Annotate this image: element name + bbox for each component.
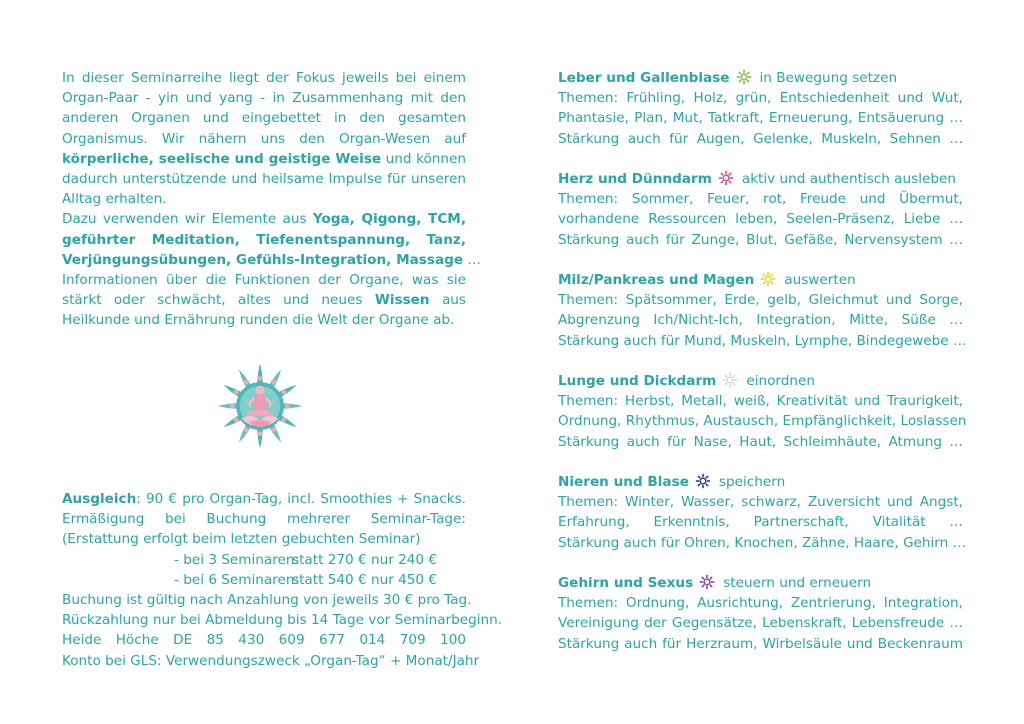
sun-icon (722, 372, 738, 388)
organ-name: Herz und Dünndarm (558, 171, 712, 187)
organ-detail-line: Themen: Frühling, Holz, grün, Entschiedenheit und Wut, (558, 90, 963, 107)
organ-name: Lunge und Dickdarm (558, 373, 717, 389)
intro-text (62, 68, 482, 331)
organ-list (558, 68, 967, 674)
lotus-meditation-icon (214, 360, 306, 452)
organ-section (558, 169, 963, 250)
organ-title (558, 573, 963, 593)
intro-line: Organismus. Wir nähern uns den Organ-Wesen auf (62, 130, 466, 147)
intro-line: Organ-Paar - yin und yang - in Zusammenhang mit den (62, 90, 466, 107)
organ-title (558, 270, 963, 290)
refund-line: (Erstattung erfolgt beim letzten gebuchten Seminar) (62, 531, 421, 548)
organ-detail-line: Themen: Spätsommer, Erde, gelb, Gleichmut und Sorge, (558, 292, 963, 309)
organ-section (558, 573, 963, 654)
organ-detail-line: Themen: Ordnung, Ausrichtung, Zentrierung, Integration, (558, 595, 963, 612)
organ-action: steuern und erneuern (723, 575, 872, 591)
account-line: Heide Höche DE 85 430 609 677 014 709 100 (62, 632, 466, 649)
organ-action: auswerten (784, 272, 856, 288)
intro-line: Alltag erhalten. (62, 191, 167, 208)
organ-detail-line: Ordnung, Rhythmus, Austausch, Empfänglichkeit, Loslassen (558, 413, 967, 430)
organ-section (558, 68, 963, 149)
organ-title (558, 371, 963, 391)
organ-detail-line: Themen: Herbst, Metall, weiß, Kreativität und Traurigkeit, (558, 393, 963, 410)
organ-detail-line: Themen: Sommer, Feuer, rot, Freude und Übermut, (558, 191, 963, 208)
elements-line: Verjüngungsübungen, Gefühls-Integration, Massage … (62, 251, 482, 268)
intro-line: körperliche, seelische und geistige Weise und können (62, 150, 467, 167)
organ-detail-line: Stärkung auch für Zunge, Blut, Gefäße, Nervensystem … (558, 231, 963, 248)
discount-line: Ermäßigung bei Buchung mehrerer Seminar-Tage: (62, 511, 466, 528)
organ-section (558, 270, 967, 351)
knowledge-line: stärkt oder schwächt, altes und neues Wissen aus (62, 292, 466, 309)
organ-detail-line: Themen: Winter, Wasser, schwarz, Zuversicht und Angst, (558, 494, 963, 511)
elements-line: geführter Meditation, Tiefenentspannung, Tanz, (62, 231, 466, 248)
sun-icon (760, 271, 776, 287)
organ-title (558, 68, 963, 88)
organ-detail-line: Stärkung auch für Herzraum, Wirbelsäule und Beckenraum (558, 635, 963, 652)
organ-detail-line: Stärkung auch für Augen, Gelenke, Muskeln, Sehnen … (558, 130, 963, 147)
organ-detail-line: Abgrenzung Ich/Nicht-Ich, Integration, Mitte, Süße … (558, 312, 963, 329)
intro-bold: körperliche, seelische und geistige Weise (62, 150, 382, 167)
sun-icon (695, 473, 711, 489)
organ-title (558, 472, 963, 492)
organ-title (558, 169, 963, 189)
organ-detail-line: vorhandene Ressourcen leben, Seelen-Präsenz, Liebe … (558, 211, 963, 228)
organ-action: einordnen (746, 373, 815, 389)
intro-line: anderen Organen und eingebettet in den gesamten (62, 110, 466, 127)
organ-section (558, 371, 967, 452)
organ-detail-line: Stärkung auch für Nase, Haut, Schleimhäute, Atmung … (558, 433, 963, 450)
organ-section (558, 472, 967, 553)
organ-detail-line: Vereinigung der Gegensätze, Lebenskraft, Lebensfreude … (558, 615, 963, 632)
organ-detail-line: Erfahrung, Erkenntnis, Partnerschaft, Vitalität … (558, 514, 963, 531)
organ-name: Leber und Gallenblase (558, 70, 730, 86)
intro-line: In dieser Seminarreihe liegt der Fokus jeweils bei einem (62, 70, 466, 86)
organ-action: speichern (718, 474, 786, 490)
organ-detail-line: Stärkung auch für Ohren, Knochen, Zähne, Haare, Gehirn … (558, 534, 967, 551)
organ-detail-line: Stärkung auch für Mund, Muskeln, Lymphe, Bindegewebe … (558, 332, 967, 349)
sun-icon (736, 69, 752, 85)
closing-line: Heilkunde und Ernährung runden die Welt der Organe ab. (62, 312, 455, 329)
sun-icon (699, 574, 715, 590)
payment-line: Ausgleich: 90 € pro Organ-Tag, incl. Smoothies + Snacks. (62, 491, 466, 507)
organ-detail-line: Phantasie, Plan, Mut, Tatkraft, Erneuerung, Entsäuerung … (558, 110, 963, 127)
sun-icon (718, 170, 734, 186)
booking-line: Buchung ist gültig nach Anzahlung von jeweils 30 € pro Tag. (62, 592, 472, 609)
elements-line: Dazu verwenden wir Elemente aus Yoga, Qigong, TCM, (62, 211, 466, 228)
organ-action: aktiv und authentisch ausleben (741, 171, 956, 187)
price-3-seminars: - bei 3 Seminaren:statt 270 € nur 240 € (174, 551, 438, 568)
organ-name: Milz/Pankreas und Magen (558, 272, 755, 288)
payment-info (62, 489, 503, 671)
organ-name: Nieren und Blase (558, 474, 689, 490)
functions-line: Informationen über die Funktionen der Organe, was sie (62, 272, 466, 289)
organ-name: Gehirn und Sexus (558, 575, 694, 591)
organ-action: in Bewegung setzen (759, 70, 898, 86)
refund-policy: Rückzahlung nur bei Abmeldung bis 14 Tage vor Seminarbeginn. (62, 612, 503, 629)
bank-line: Konto bei GLS: Verwendungszweck „Organ-Tag“ + Monat/Jahr (62, 652, 480, 669)
price-6-seminars: - bei 6 Seminaren:statt 540 € nur 450 € (174, 571, 438, 588)
intro-line: dadurch unterstützende und heilsame Impulse für unseren (62, 171, 466, 188)
